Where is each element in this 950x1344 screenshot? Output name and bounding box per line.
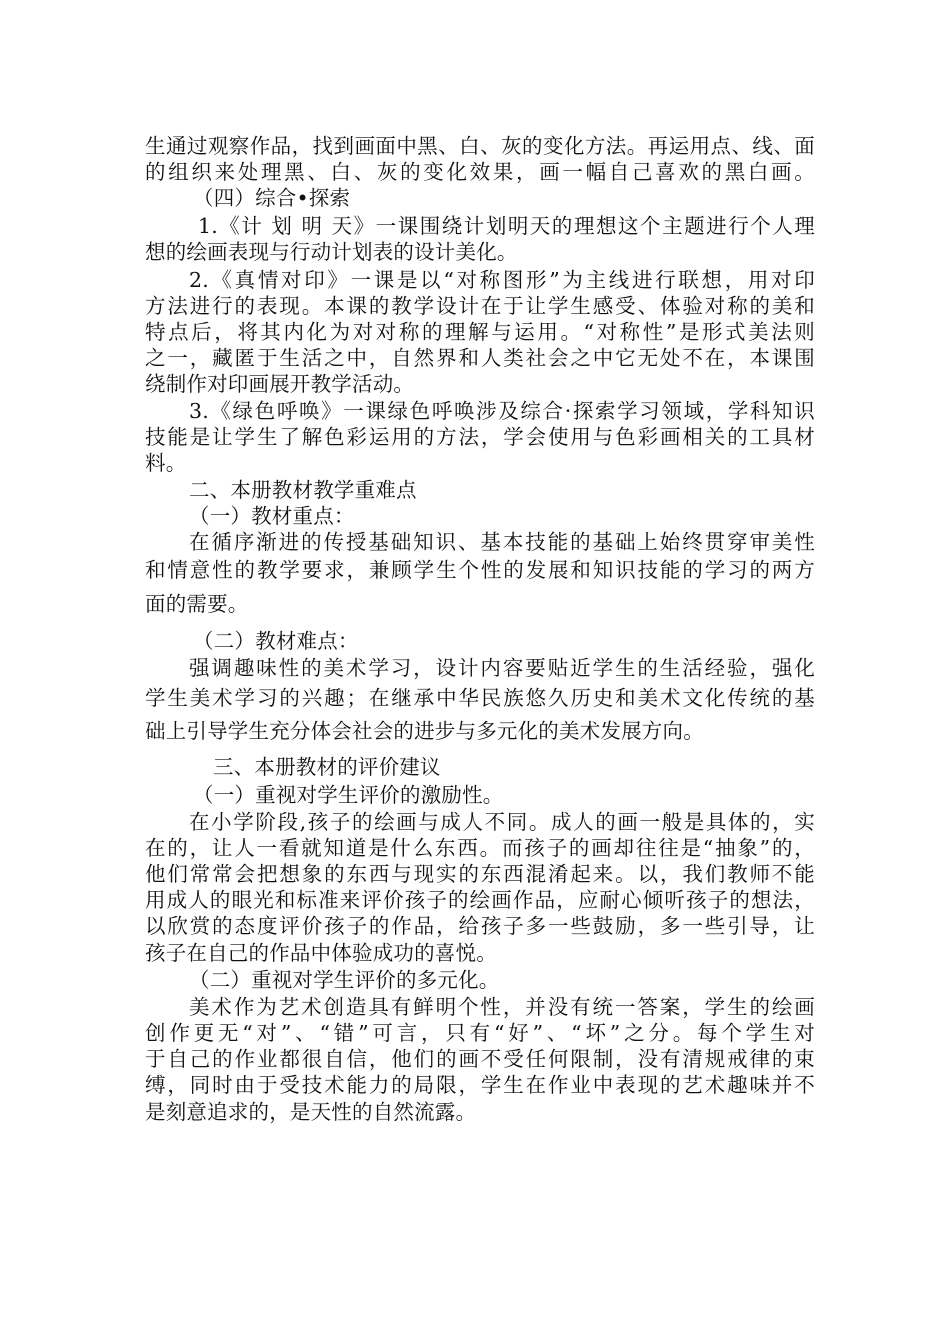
- subsection-heading: （二）重视对学生评价的多元化。: [189, 968, 500, 992]
- text-line: 础上引导学生充分体会社会的进步与多元化的美术发展方向。: [145, 719, 704, 743]
- text-line: 绕制作对印画展开教学活动。: [145, 372, 415, 396]
- text-line: 在的，让人一看就知道是什么东西。而孩子的画却往往是“抽象”的，: [145, 836, 815, 860]
- section-heading: 二、本册教材教学重难点: [189, 478, 417, 502]
- text-line: 2.《真情对印》一课是以“对称图形”为主线进行联想，用对印: [189, 268, 815, 292]
- text-line: 和情意性的教学要求，兼顾学生个性的发展和知识技能的学习的两方: [145, 558, 815, 582]
- section-heading: （四）综合•探索: [193, 186, 351, 210]
- text-line: 孩子在自己的作品中体验成功的喜悦。: [145, 941, 497, 965]
- text-line: 以欣赏的态度评价孩子的作品，给孩子多一些鼓励，多一些引导，让: [145, 914, 815, 938]
- text-line: 生通过观察作品，找到画面中黑、白、灰的变化方法。再运用点、线、面: [145, 134, 815, 158]
- subsection-heading: （二）教材难点：: [193, 629, 359, 653]
- text-line: 美术作为艺术创造具有鲜明个性，并没有统一答案，学生的绘画: [189, 995, 815, 1019]
- text-line: 用成人的眼光和标准来评价孩子的绘画作品，应耐心倾听孩子的想法，: [145, 888, 815, 912]
- text-line: 的组织来处理黑、白、灰的变化效果，画一幅自己喜欢的黑白画。: [145, 160, 815, 184]
- text-line: 在循序渐进的传授基础知识、基本技能的基础上始终贯穿审美性: [189, 530, 815, 554]
- subsection-heading: （一）重视对学生评价的激励性。: [193, 783, 504, 807]
- text-line: 是刻意追求的，是天性的自然流露。: [145, 1100, 477, 1124]
- text-line: 他们常常会把想象的东西与现实的东西混淆起来。以，我们教师不能: [145, 862, 815, 886]
- text-line: 缚，同时由于受技术能力的局限，学生在作业中表现的艺术趣味并不: [145, 1073, 815, 1097]
- text-line: 学生美术学习的兴趣；在继承中华民族悠久历史和美术文化传统的基: [145, 686, 815, 710]
- subsection-heading: （一）教材重点：: [189, 504, 355, 528]
- section-heading: 三、本册教材的评价建议: [213, 755, 441, 779]
- text-line: 之一，藏匿于生活之中，自然界和人类社会之中它无处不在，本课围: [145, 346, 815, 370]
- text-line: 想的绘画表现与行动计划表的设计美化。: [145, 240, 518, 264]
- text-line: 创作更无“对”、“错”可言，只有“好”、“坏”之分。每个学生对: [145, 1021, 815, 1045]
- text-line: 特点后，将其内化为对对称的理解与运用。“对称性”是形式美法则: [145, 320, 815, 344]
- text-line: 在小学阶段,孩子的绘画与成人不同。成人的画一般是具体的，实: [189, 810, 815, 834]
- text-line: 1.《计 划 明 天》一课围绕计划明天的理想这个主题进行个人理: [198, 214, 815, 238]
- text-line: 强调趣味性的美术学习，设计内容要贴近学生的生活经验，强化: [189, 656, 815, 680]
- text-line: 3.《绿色呼唤》一课绿色呼唤涉及综合·探索学习领域，学科知识: [189, 399, 815, 423]
- text-line: 于自己的作业都很自信，他们的画不受任何限制，没有清规戒律的束: [145, 1047, 815, 1071]
- text-line: 面的需要。: [145, 592, 249, 616]
- text-line: 方法进行的表现。本课的教学设计在于让学生感受、体验对称的美和: [145, 294, 815, 318]
- text-line: 技能是让学生了解色彩运用的方法，学会使用与色彩画相关的工具材: [145, 425, 815, 449]
- text-line: 料。: [145, 451, 187, 475]
